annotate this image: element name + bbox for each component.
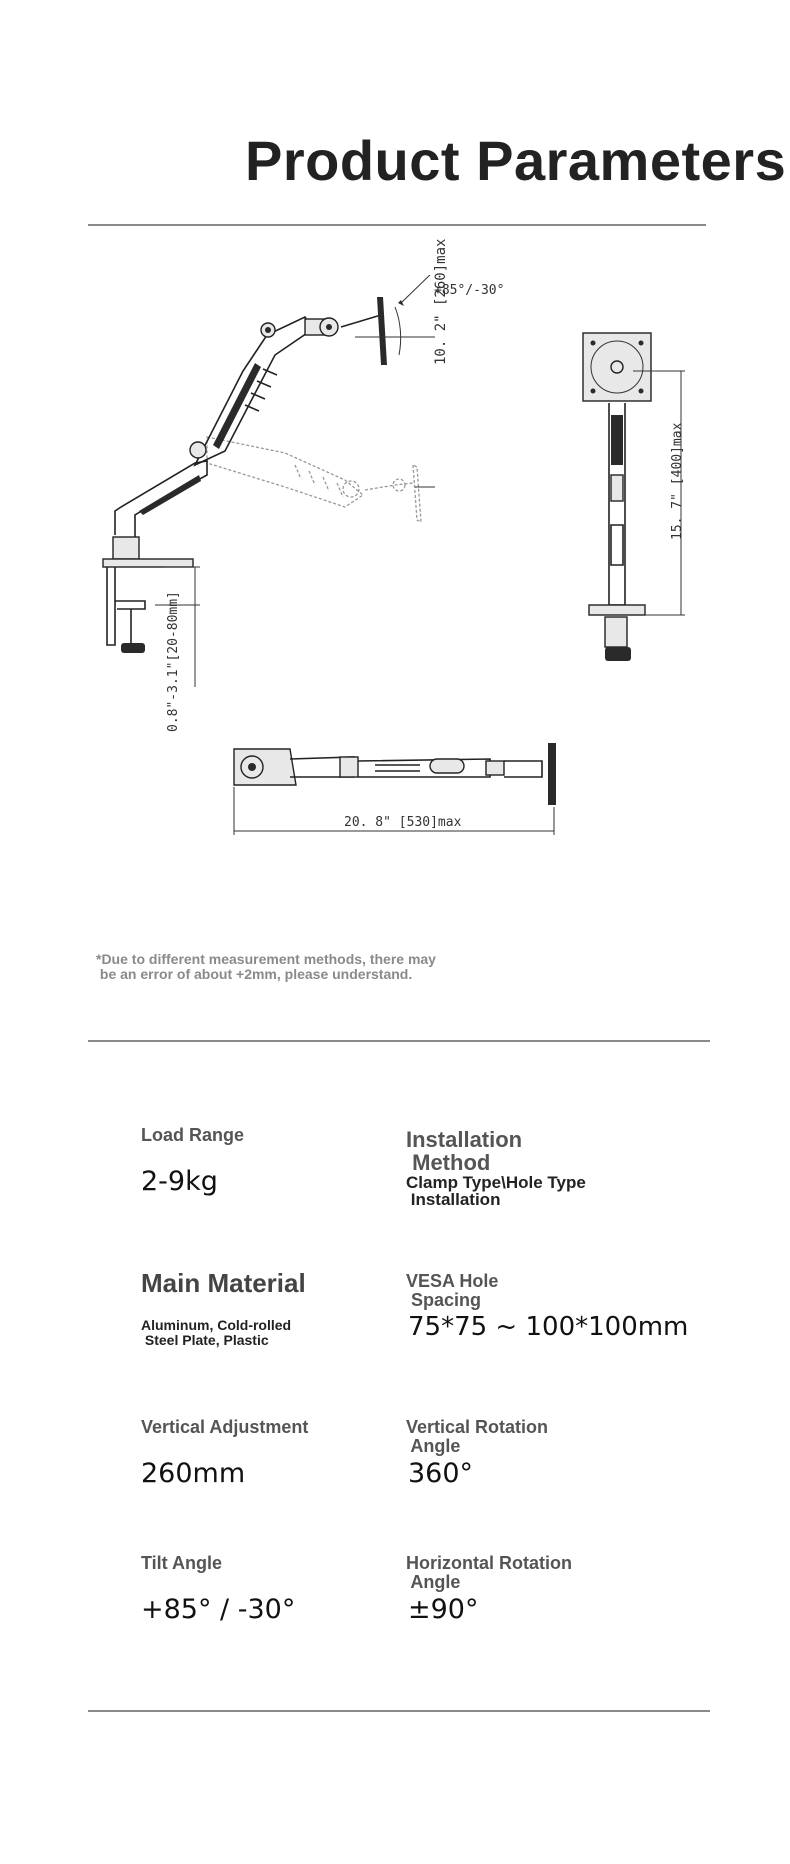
page-title: Product Parameters [245,129,787,192]
tilt-angle-dimension: +85°/-30° [434,283,505,298]
spec-tilt-angle-label: Tilt Angle [141,1553,222,1573]
spec-tilt-angle-value: +85° / -30° [141,1594,296,1625]
clamp-range-dimension: 0.8"-3.1"[20-80mm] [166,591,181,732]
spec-main-material-value: Aluminum, Cold-rolled Steel Plate, Plastic [141,1317,292,1348]
spec-load-range-value: 2-9kg [141,1166,218,1197]
specs-bottom-divider [88,1710,710,1712]
spec-main-material-label: Main Material [141,1268,306,1298]
spec-vertical-rotation-value: 360° [408,1458,474,1489]
spec-vesa-spacing-label: VESA Hole Spacing [406,1271,499,1310]
vertical-travel-dimension: 10. 2" [260]max [433,238,449,365]
reach-dimension: 20. 8" [530]max [344,815,462,830]
spec-horizontal-rotation-value: ±90° [408,1594,479,1625]
spec-vertical-adjustment-label: Vertical Adjustment [141,1417,309,1437]
spec-horizontal-rotation-label: Horizontal Rotation Angle [406,1553,572,1592]
height-dimension: 15. 7" [400]max [670,422,685,540]
measurement-note: *Due to different measurement methods, there may be an error of about +2mm, please understand. [96,951,436,982]
spec-installation-method-value: Clamp Type\Hole Type Installation [406,1173,586,1209]
side-view-diagram [95,275,435,735]
spec-vesa-spacing-value: 75*75 ~ 100*100mm [408,1312,689,1342]
title-divider [88,224,706,226]
spec-load-range-label: Load Range [141,1125,245,1145]
spec-vertical-adjustment-value: 260mm [141,1458,246,1489]
specs-top-divider [88,1040,710,1042]
spec-installation-method-label: Installation Method [406,1127,523,1176]
spec-vertical-rotation-label: Vertical Rotation Angle [406,1417,549,1456]
